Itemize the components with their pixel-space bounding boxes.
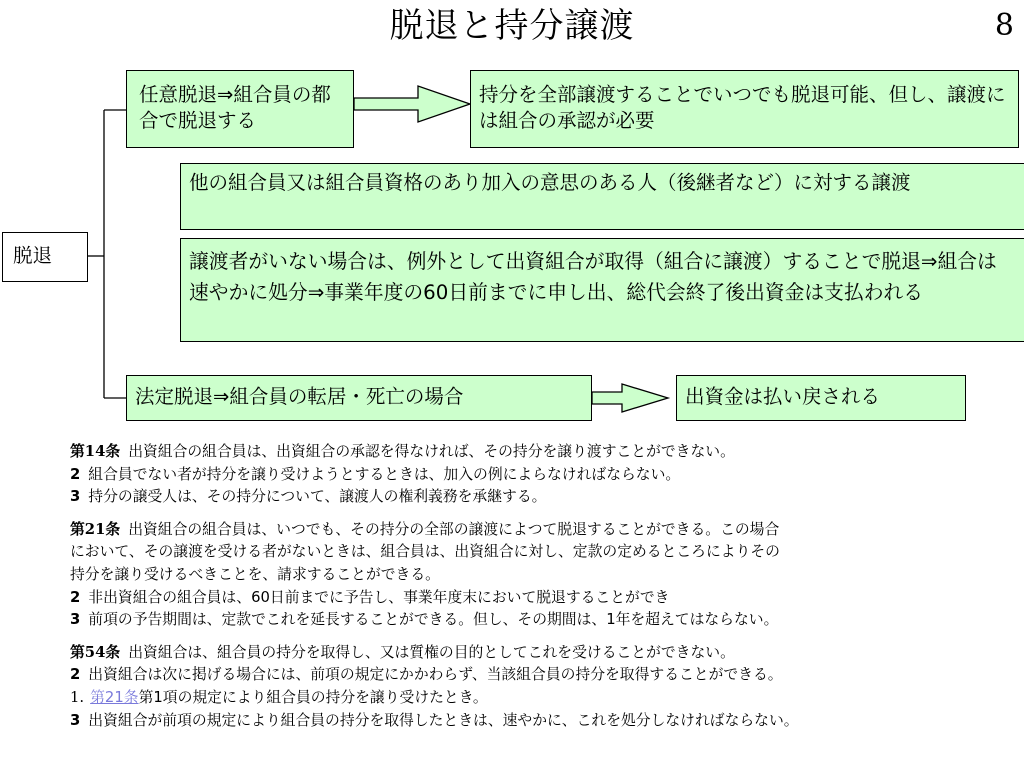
article-54-line-4: 3 出資組合が前項の規定により組合員の持分を取得したときは、速やかに、これを処分しなければならない。 [70, 711, 799, 729]
article-14-line-1: 第14条 出資組合の組合員は、出資組合の承認を得なければ、その持分を譲り渡すことができない。 [70, 443, 735, 460]
arrow-statutory [592, 384, 668, 412]
article-54-line-1: 第54条 出資組合は、組合員の持分を取得し、又は質権の目的としてこれを受けることができない。 [70, 643, 735, 661]
voluntary-withdrawal-box: 任意脱退⇒組合員の都合で脱退する [126, 70, 354, 148]
voluntary-detail-box: 持分を全部譲渡することでいつでも脱退可能、但し、譲渡には組合の承認が必要 [470, 70, 1019, 148]
article-54-heading: 第54条 [70, 643, 121, 661]
article-21-link[interactable]: 第21条 [90, 688, 139, 706]
article-54-line-2: 2 出資組合は次に掲げる場合には、前項の規定にかかわらず、当該組合員の持分を取得することができる。 [70, 666, 783, 684]
article-21-line-2: において、その譲渡を受ける者がないときは、組合員は、出資組合に対し、定款の定めるところによりその [70, 543, 780, 561]
article-14-heading: 第14条 [70, 443, 121, 460]
article-21-heading: 第21条 [70, 520, 121, 538]
transfer-to-others-box: 他の組合員又は組合員資格のあり加入の意思のある人（後継者など）に対する譲渡 [180, 163, 1024, 230]
page-title: 脱退と持分譲渡 [389, 6, 635, 46]
page-number: 8 [994, 8, 1014, 43]
article-54-line-3: 1. 第21条第1項の規定により組合員の持分を譲り受けたとき。 [70, 688, 488, 706]
article-21-line-5: 3 前項の予告期間は、定款でこれを延長することができる。但し、その期間は、1年を超えてはならない。 [70, 611, 779, 629]
refund-box: 出資金は払い戻される [676, 375, 966, 421]
article-14-line-2: 2 組合員でない者が持分を譲り受けようとするときは、加入の例によらなければならない。 [70, 465, 681, 483]
law-articles [70, 441, 1018, 732]
article-14-line-3: 3 持分の譲受人は、その持分について、譲渡人の権利義務を承継する。 [70, 488, 547, 506]
article-21-line-1: 第21条 出資組合の組合員は、いつでも、その持分の全部の譲渡によつて脱退することができる。この場合 [70, 520, 780, 538]
root-box: 脱退 [2, 232, 88, 282]
arrow-voluntary [354, 86, 470, 122]
statutory-withdrawal-box: 法定脱退⇒組合員の転居・死亡の場合 [126, 375, 592, 421]
article-21-line-3: 持分を譲り受けるべきことを、請求することができる。 [70, 565, 440, 583]
no-transferee-box: 譲渡者がいない場合は、例外として出資組合が取得（組合に譲渡）することで脱退⇒組合は速やかに処分⇒事業年度の60日前までに申し出、総代会終了後出資金は支払われる [180, 238, 1024, 342]
article-21-line-4: 2 非出資組合の組合員は、60日前までに予告し、事業年度末において脱退することができ [70, 588, 670, 606]
